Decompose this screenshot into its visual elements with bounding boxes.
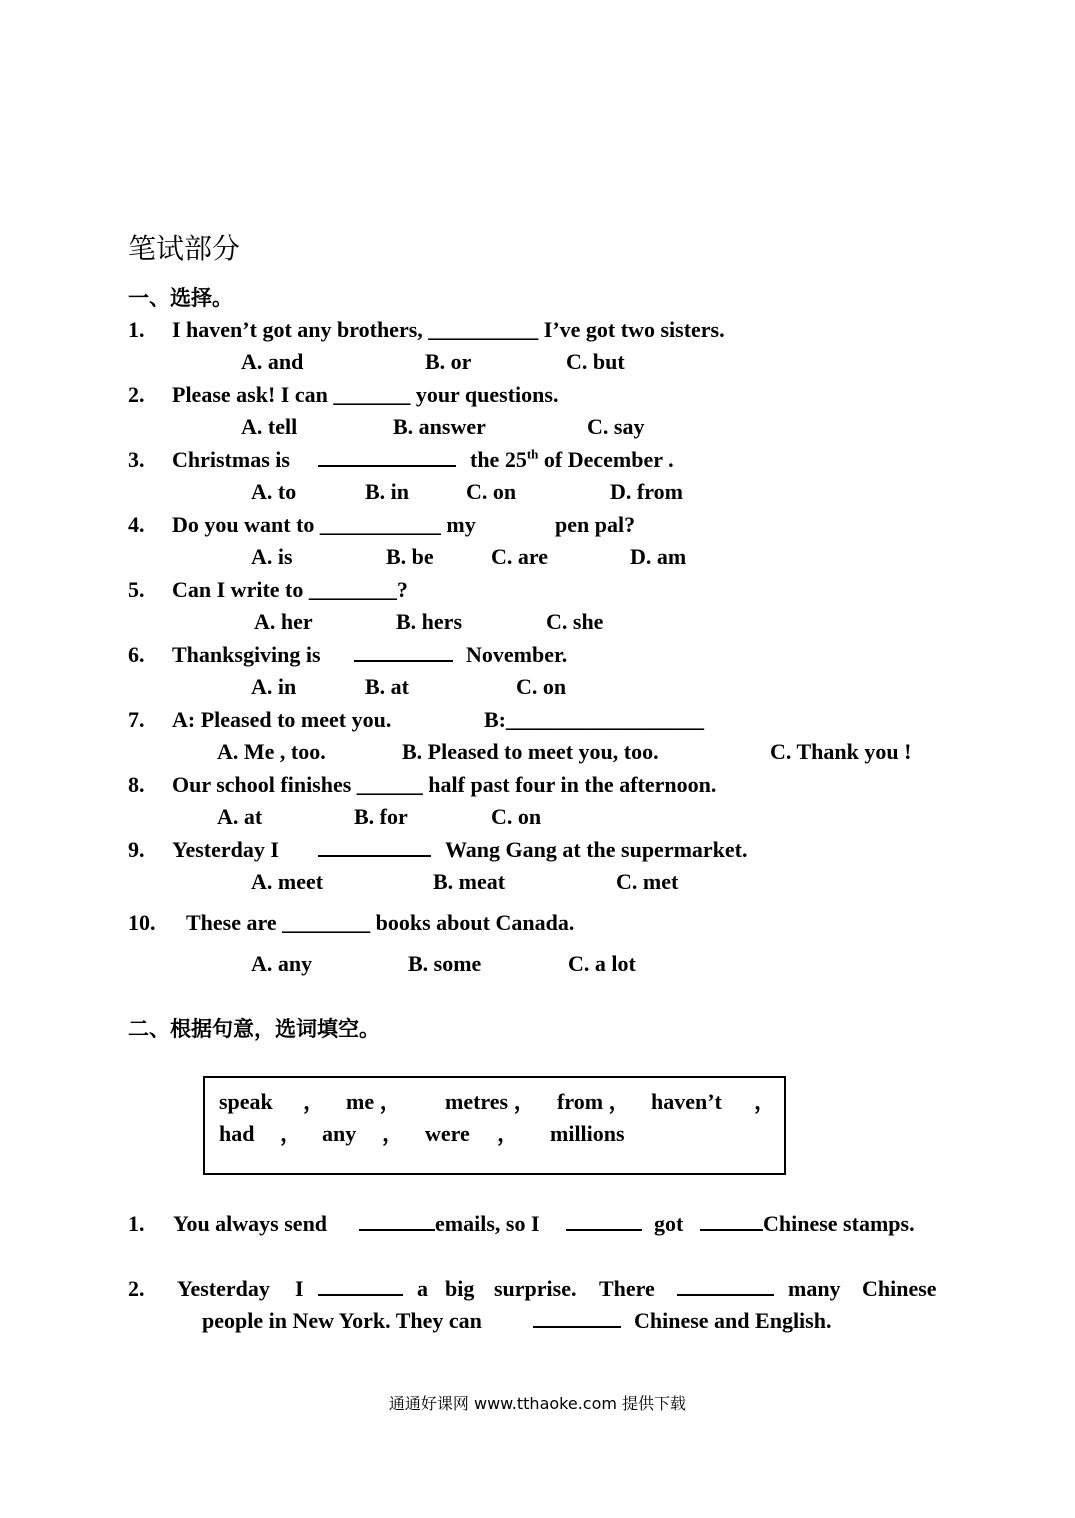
q6-blank [354, 642, 453, 668]
q4-option-c: C. are [491, 544, 549, 569]
q8-option-b: B. for [354, 804, 408, 829]
s2-blank-2 [677, 1276, 774, 1302]
word-bank-havent: haven’t [651, 1089, 722, 1114]
word-bank-had: had [219, 1121, 255, 1146]
q4-text: Do you want to ___________ my [172, 512, 476, 537]
q1-option-c: C. but [566, 349, 625, 374]
q8-option-c: C. on [491, 804, 542, 829]
q8-number: 8. [128, 772, 145, 797]
q3-option-b: B. in [365, 479, 410, 504]
s1-blank-3 [700, 1211, 763, 1237]
q1-number: 1. [128, 317, 145, 342]
q3-text-start: Christmas is [172, 447, 290, 472]
q6-option-b: B. at [365, 674, 409, 699]
q6-option-c: C. on [516, 674, 567, 699]
q9-blank [318, 837, 431, 863]
s2-text-d: big [445, 1276, 475, 1301]
q2-option-a: A. tell [241, 414, 298, 439]
word-bank-comma: ， [497, 1121, 520, 1146]
q3-option-c: C. on [466, 479, 517, 504]
s1-number: 1. [128, 1211, 145, 1236]
s2-text-c: a [417, 1276, 428, 1301]
s2-text-f: There [599, 1276, 655, 1301]
q6-number: 6. [128, 642, 145, 667]
q5-option-c: C. she [546, 609, 604, 634]
word-bank-speak: speak [219, 1089, 273, 1114]
q7-text: A: Pleased to meet you. [172, 707, 392, 732]
word-bank-comma: ， [280, 1121, 303, 1146]
q3-option-a: A. to [251, 479, 297, 504]
q9-option-a: A. meet [251, 869, 324, 894]
q3-blank [318, 447, 456, 473]
q4-text-end: pen pal? [555, 512, 636, 537]
q7-text-b: B:__________________ [484, 707, 704, 732]
q2-option-b: B. answer [393, 414, 486, 439]
q10-option-b: B. some [408, 951, 482, 976]
q4-option-d: D. am [630, 544, 687, 569]
q9-option-b: B. meat [433, 869, 506, 894]
word-bank-me: me ， [346, 1089, 402, 1114]
q4-number: 4. [128, 512, 145, 537]
q6-option-a: A. in [251, 674, 297, 699]
q2-option-c: C. say [587, 414, 645, 439]
word-bank-millions: millions [550, 1121, 625, 1146]
q1-option-a: A. and [241, 349, 304, 374]
q9-text-end: Wang Gang at the supermarket. [445, 837, 748, 862]
section1-heading: 一、选择。 [128, 286, 233, 310]
word-bank-were: were [425, 1121, 470, 1146]
q4-option-b: B. be [386, 544, 434, 569]
s1-blank-2 [566, 1211, 642, 1237]
q9-text-start: Yesterday I [172, 837, 279, 862]
footer-text: 通通好课网 www.tthaoke.com 提供下载 [388, 1394, 687, 1413]
q7-option-c: C. Thank you ! [770, 739, 912, 764]
word-bank-any: any [322, 1121, 357, 1146]
q7-option-a: A. Me , too. [217, 739, 326, 764]
q8-text: Our school finishes ______ half past four in the afternoon. [172, 772, 717, 797]
q3-text-end: the 25th of December . [470, 446, 674, 472]
s2-text-e: surprise. [494, 1276, 577, 1301]
q1-text: I haven’t got any brothers, __________ I’ve got two sisters. [172, 317, 725, 342]
q8-option-a: A. at [217, 804, 263, 829]
q5-option-b: B. hers [396, 609, 462, 634]
section2-heading: 二、根据句意，选词填空。 [128, 1017, 380, 1041]
word-bank-comma: ， [382, 1121, 405, 1146]
q9-option-c: C. met [616, 869, 679, 894]
word-bank-comma: ， [754, 1089, 777, 1114]
s2-line2-b: Chinese and English. [634, 1308, 832, 1333]
s1-text-d: Chinese stamps. [763, 1211, 915, 1236]
q10-number: 10. [128, 910, 156, 935]
word-bank-comma: ， [303, 1089, 326, 1114]
q3-number: 3. [128, 447, 145, 472]
q5-option-a: A. her [254, 609, 313, 634]
q4-option-a: A. is [251, 544, 293, 569]
q7-option-b: B. Pleased to meet you, too. [402, 739, 659, 764]
s2-line2-a: people in New York. They can [202, 1308, 482, 1333]
q10-text: These are ________ books about Canada. [186, 910, 575, 935]
s1-text-a: You always send [173, 1211, 328, 1236]
q5-number: 5. [128, 577, 145, 602]
s2-number: 2. [128, 1276, 145, 1301]
s2-blank-3 [533, 1308, 621, 1334]
s1-text-c: got [654, 1211, 684, 1236]
q10-option-a: A. any [251, 951, 313, 976]
q7-number: 7. [128, 707, 145, 732]
s1-blank-1 [359, 1211, 435, 1237]
q6-text-start: Thanksgiving is [172, 642, 321, 667]
s2-text-h: Chinese [862, 1276, 937, 1301]
q6-text-end: November. [466, 642, 568, 667]
q9-number: 9. [128, 837, 145, 862]
q2-number: 2. [128, 382, 145, 407]
q1-option-b: B. or [425, 349, 472, 374]
word-bank-metres: metres ， [445, 1089, 536, 1114]
page-title: 笔试部分 [128, 232, 241, 265]
q10-option-c: C. a lot [568, 951, 636, 976]
q3-option-d: D. from [610, 479, 683, 504]
q2-text: Please ask! I can _______ your questions. [172, 382, 559, 407]
s2-text-b: I [295, 1276, 304, 1301]
q5-text: Can I write to ________? [172, 577, 408, 602]
s1-text-b: emails, so I [435, 1211, 540, 1236]
s2-text-g: many [788, 1276, 841, 1301]
s2-blank-1 [318, 1276, 403, 1302]
s2-text-a: Yesterday [177, 1276, 270, 1301]
word-bank-from: from ， [557, 1089, 631, 1114]
